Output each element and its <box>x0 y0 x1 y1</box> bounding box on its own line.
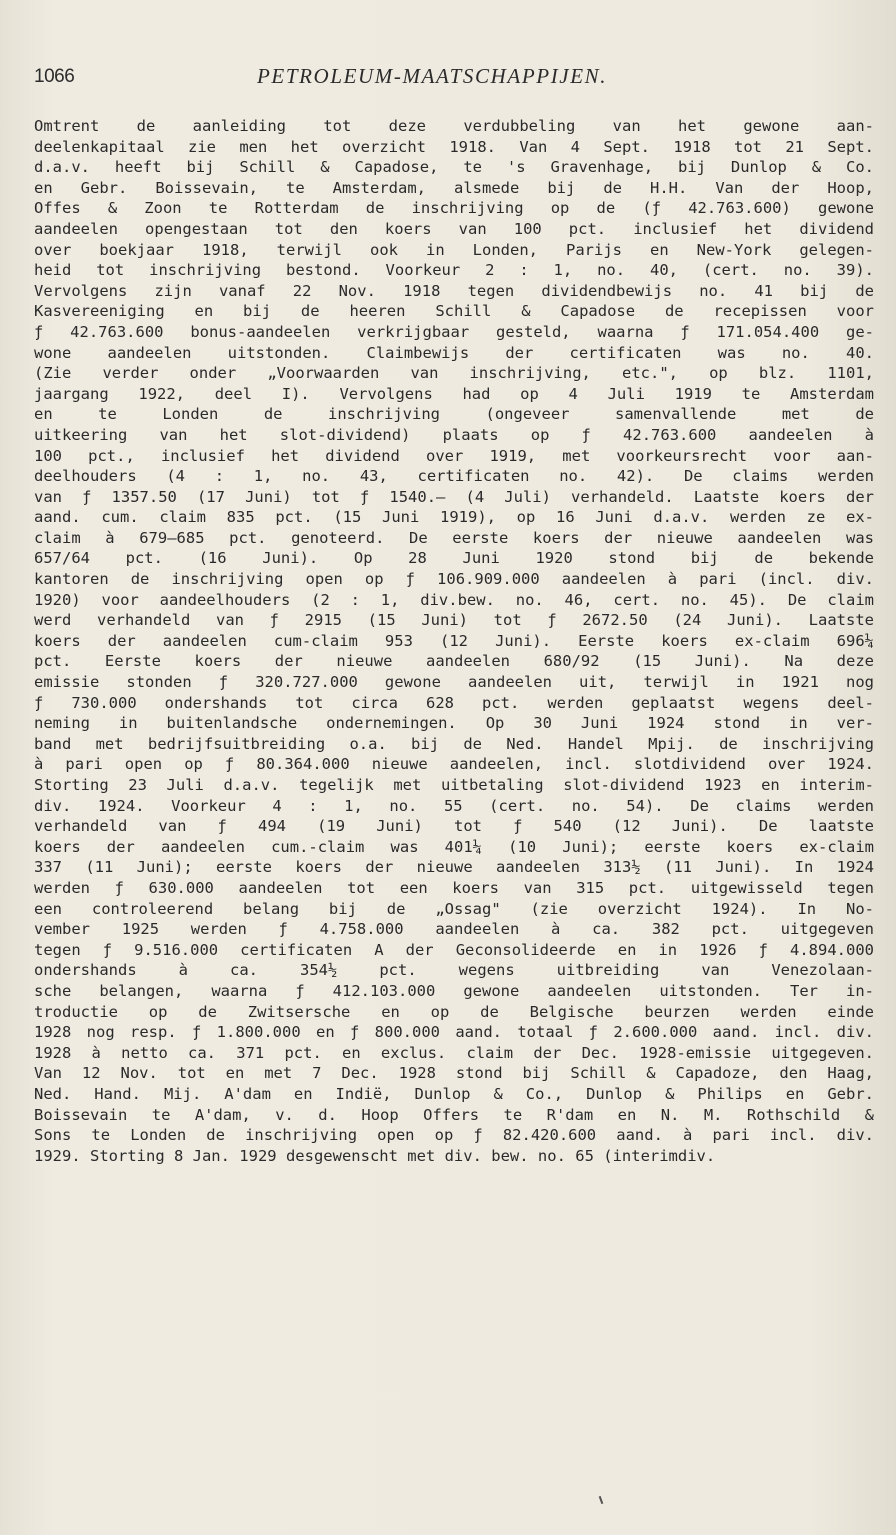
text-line: Boissevain te A'dam, v. d. Hoop Offers te R'dam en N. M. Rothschild & <box>34 1105 874 1124</box>
text-line: emissie stonden ƒ 320.727.000 gewone aandeelen uit, terwijl in 1921 nog <box>34 673 874 692</box>
text-line: wone aandeelen uitstonden. Claimbewijs der certificaten was no. 40. <box>34 343 874 362</box>
text-line: deelhouders (4 : 1, no. 43, certificaten no. 42). De claims werden <box>34 467 874 486</box>
text-line: een controleerend belang bij de „Ossag" (zie overzicht 1924). In No- <box>34 899 874 918</box>
text-line: 337 (11 Juni); eerste koers der nieuwe aandeelen 313½ (11 Juni). In 1924 <box>34 858 874 877</box>
text-line: verhandeld van ƒ 494 (19 Juni) tot ƒ 540 (12 Juni). De laatste <box>34 817 874 836</box>
text-line: uitkeering van het slot-dividend) plaats op ƒ 42.763.600 aandeelen à <box>34 425 874 444</box>
text-line: aandeelen opengestaan tot den koers van 100 pct. inclusief het dividend <box>34 219 874 238</box>
text-line: 1928 nog resp. ƒ 1.800.000 en ƒ 800.000 aand. totaal ƒ 2.600.000 aand. incl. div. <box>34 1023 874 1042</box>
text-line: 1929. Storting 8 Jan. 1929 desgewenscht met div. bew. no. 65 (interimdiv. <box>34 1146 716 1165</box>
text-line: Offes & Zoon te Rotterdam de inschrijving op de (ƒ 42.763.600) gewone <box>34 199 874 218</box>
text-line: Storting 23 Juli d.a.v. tegelijk met uitbetaling slot-dividend 1923 en interim- <box>34 776 874 794</box>
text-line: werd verhandeld van ƒ 2915 (15 Juni) tot ƒ 2672.50 (24 Juni). Laatste <box>34 611 874 630</box>
text-line: 1928 à netto ca. 371 pct. en exclus. claim der Dec. 1928-emissie uitgegeven. <box>34 1043 874 1062</box>
text-line: ƒ 730.000 ondershands tot circa 628 pct. werden geplaatst wegens deel- <box>34 693 874 712</box>
text-line: en te Londen de inschrijving (ongeveer samenvallende met de <box>34 405 874 424</box>
text-line: band met bedrijfsuitbreiding o.a. bij de Ned. Handel Mpij. de inschrijving <box>34 734 874 753</box>
text-line: van ƒ 1357.50 (17 Juni) tot ƒ 1540.— (4 Juli) verhandeld. Laatste koers der <box>34 487 874 506</box>
page-number: 1066 <box>34 66 75 87</box>
text-line: werden ƒ 630.000 aandeelen tot een koers van 315 pct. uitgewisseld tegen <box>34 878 874 897</box>
text-line: vember 1925 werden ƒ 4.758.000 aandeelen à ca. 382 pct. uitgegeven <box>34 920 874 939</box>
text-line: (Zie verder onder „Voorwaarden van inschrijving, etc.", op blz. 1101, <box>34 364 874 383</box>
body-text <box>34 116 874 1166</box>
text-line: koers der aandeelen cum.-claim was 401¼ (10 Juni); eerste koers ex-claim <box>34 837 874 856</box>
text-line: Omtrent de aanleiding tot deze verdubbeling van het gewone aan- <box>34 117 874 135</box>
text-line: kantoren de inschrijving open op ƒ 106.909.000 aandeelen à pari (incl. div. <box>34 570 874 589</box>
text-line: Ned. Hand. Mij. A'dam en Indië, Dunlop & Co., Dunlop & Philips en Gebr. <box>34 1084 874 1103</box>
text-line: Sons te Londen de inschrijving open op ƒ 82.420.600 aand. à pari incl. div. <box>34 1126 874 1145</box>
text-line: heid tot inschrijving bestond. Voorkeur 2 : 1, no. 40, (cert. no. 39). <box>34 261 874 280</box>
text-line: div. 1924. Voorkeur 4 : 1, no. 55 (cert. no. 54). De claims werden <box>34 796 874 815</box>
running-title: PETROLEUM-MAATSCHAPPIJEN. <box>257 64 608 88</box>
text-line: ondershands à ca. 354½ pct. wegens uitbreiding van Venezolaan- <box>34 961 874 980</box>
text-line: sche belangen, waarna ƒ 412.103.000 gewone aandeelen uitstonden. Ter in- <box>34 981 874 1000</box>
text-line: koers der aandeelen cum-claim 953 (12 Juni). Eerste koers ex-claim 696¼ <box>34 631 874 650</box>
text-line: Kasvereeniging en bij de heeren Schill & Capadose de recepissen voor <box>34 302 874 321</box>
text-line: ƒ 42.763.600 bonus-aandeelen verkrijgbaar gesteld, waarna ƒ 171.054.400 ge- <box>34 322 874 341</box>
text-line: Van 12 Nov. tot en met 7 Dec. 1928 stond bij Schill & Capadoze, den Haag, <box>34 1064 874 1083</box>
page-header <box>34 62 874 92</box>
text-line: 100 pct., inclusief het dividend over 1919, met voorkeursrecht voor aan- <box>34 446 874 465</box>
text-line: jaargang 1922, deel I). Vervolgens had op 4 Juli 1919 te Amsterdam <box>34 384 874 403</box>
text-line: claim à 679—685 pct. genoteerd. De eerste koers der nieuwe aandeelen was <box>34 528 874 547</box>
text-line: over boekjaar 1918, terwijl ook in Londen, Parijs en New-York gelegen- <box>34 240 874 259</box>
text-line: tegen ƒ 9.516.000 certificaten A der Geconsolideerde en in 1926 ƒ 4.894.000 <box>34 940 874 959</box>
text-line: aand. cum. claim 835 pct. (15 Juni 1919), op 16 Juni d.a.v. werden ze ex- <box>34 508 874 527</box>
text-line: en Gebr. Boissevain, te Amsterdam, alsmede bij de H.H. Van der Hoop, <box>34 178 874 197</box>
text-line: neming in buitenlandsche ondernemingen. Op 30 Juni 1924 stond in ver- <box>34 714 874 733</box>
text-line: 657/64 pct. (16 Juni). Op 28 Juni 1920 stond bij de bekende <box>34 549 874 568</box>
text-line: troductie op de Zwitsersche en op de Belgische beurzen werden einde <box>34 1002 874 1021</box>
text-line: deelenkapitaal zie men het overzicht 1918. Van 4 Sept. 1918 tot 21 Sept. <box>34 137 874 156</box>
text-line: à pari open op ƒ 80.364.000 nieuwe aandeelen, incl. slotdividend over 1924. <box>34 755 874 774</box>
text-line: 1920) voor aandeelhouders (2 : 1, div.bew. no. 46, cert. no. 45). De claim <box>34 590 874 609</box>
text-line: pct. Eerste koers der nieuwe aandeelen 680/92 (15 Juni). Na deze <box>34 652 874 671</box>
print-mark <box>599 1496 604 1504</box>
text-line: d.a.v. heeft bij Schill & Capadose, te 's Gravenhage, bij Dunlop & Co. <box>34 158 874 177</box>
text-line: Vervolgens zijn vanaf 22 Nov. 1918 tegen dividendbewijs no. 41 bij de <box>34 281 874 300</box>
